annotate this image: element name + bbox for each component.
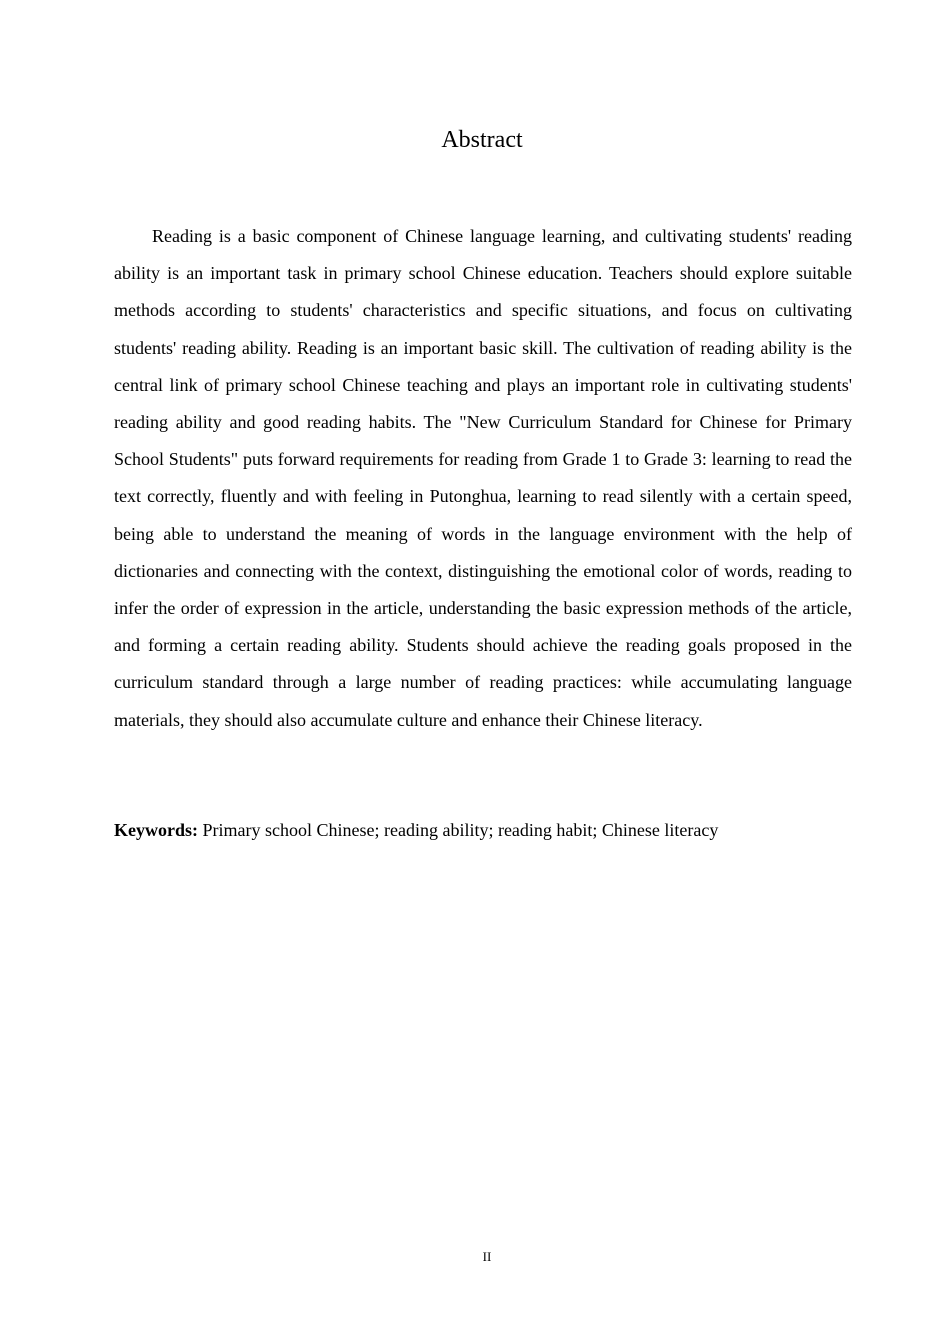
- page-number: II: [482, 1249, 492, 1264]
- abstract-paragraph: Reading is a basic component of Chinese language learning, and cultivating students' reading ability is an important task in primary school Chinese education. Teachers should explore suitable methods according to students' characteristics and specific situations, and focus on cultivating students' reading ability. Reading is an important basic skill. The cultivation of reading ability is the central link of primary school Chinese teaching and plays an important role in cultivating students' reading ability and good reading habits. The "New Curriculum Standard for Chinese for Primary School Students" puts forward requirements for reading from Grade 1 to Grade 3: learning to read the text correctly, fluently and with feeling in Putonghua, learning to read silently with a certain speed, being able to understand the meaning of words in the language environment with the help of dictionaries and connecting with the context, distinguishing the emotional color of words, reading to infer the order of expression in the article, understanding the basic expression methods of the article, and forming a certain reading ability. Students should achieve the reading goals proposed in the curriculum standard through a large number of reading practices: while accumulating language materials, they should also accumulate culture and enhance their Chinese literacy.: [114, 226, 852, 730]
- keywords-text: Primary school Chinese; reading ability; reading habit; Chinese literacy: [198, 820, 719, 840]
- keywords-label: Keywords:: [114, 820, 198, 840]
- abstract-title: Abstract: [441, 127, 523, 153]
- keywords-line: [114, 812, 852, 849]
